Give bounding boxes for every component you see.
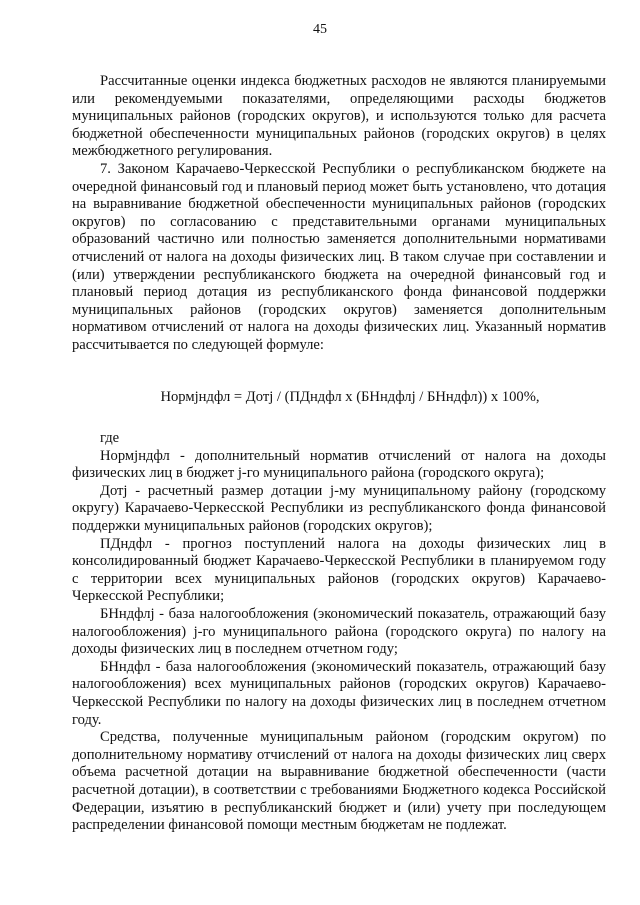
page-number: 45: [313, 22, 327, 37]
definition-bn-ndfl: БНндфл - база налогообложения (экономический показатель, отражающий базу налогообложения) всех муниципальных районов (городских округов) Карачаево-Черкесской Республики по налогу на доходы физических лиц в последнем отчетном году.: [72, 658, 606, 728]
paragraph-index-estimates: Рассчитанные оценки индекса бюджетных расходов не являются планируемыми или рекомендуемыми показателями, определяющими расходы бюджетов муниципальных районов (городских округов), и используются только для расчета бюджетной обеспеченности муниципальных районов (городских округов) в целях межбюджетного регулирования.: [72, 73, 606, 160]
paragraph-closing: Средства, полученные муниципальным районом (городским округом) по дополнительному нормативу отчислений от налога на доходы физических лиц сверх объема расчетной дотации на выравнивание бюджетной обеспеченности (части расчетной дотации), в соответствии с требованиями Бюджетного кодекса Российской Федерации, изъятию в республиканский бюджет и (или) учету при последующем распределении финансовой помощи местным бюджетам не подлежат.: [72, 729, 606, 834]
paragraph-item-7: 7. Законом Карачаево-Черкесской Республики о республиканском бюджете на очередной финансовый год и плановый период может быть установлено, что дотация на выравнивание бюджетной обеспеченности муниципальных районов (городских округов) по согласованию с представительными органами муниципальных образований частично или полностью заменяется дополнительными нормативами отчислений от налога на доходы физических лиц. В таком случае при составлении и (или) утверждении республиканского бюджета на очередной финансовый год и плановый период дотация из республиканского фонда финансовой поддержки муниципальных районов (городских округов) заменяется дополнительным нормативом отчислений от налога на доходы физических лиц. Указанный норматив рассчитывается по следующей формуле:: [72, 160, 606, 353]
document-body: [72, 73, 606, 835]
definition-norm-ndfl: Нормjндфл - дополнительный норматив отчислений от налога на доходы физических лиц в бюджет j-го муниципального района (городского округа);: [72, 447, 606, 482]
where-label: где: [100, 430, 120, 447]
formula: Нормjндфл = Дотj / (ПДндфл x (БНндфлj / БНндфл)) x 100%,: [160, 388, 540, 405]
definition-dot: Дотj - расчетный размер дотации j-му муниципальному району (городскому округу) Карачаево-Черкесской Республики из республиканского фонда финансовой поддержки муниципальных районов (городских округов);: [72, 482, 606, 535]
definition-pd-ndfl: ПДндфл - прогноз поступлений налога на доходы физических лиц в консолидированный бюджет Карачаево-Черкесской Республики в планируемом году с территории всех муниципальных районов (городских округов) Карачаево-Черкесской Республики;: [72, 535, 606, 605]
definition-bn-ndfl-j: БНндфлj - база налогообложения (экономический показатель, отражающий базу налогообложения) j-го муниципального района (городского округа) по налогу на доходы физических лиц в последнем отчетном году;: [72, 606, 606, 658]
